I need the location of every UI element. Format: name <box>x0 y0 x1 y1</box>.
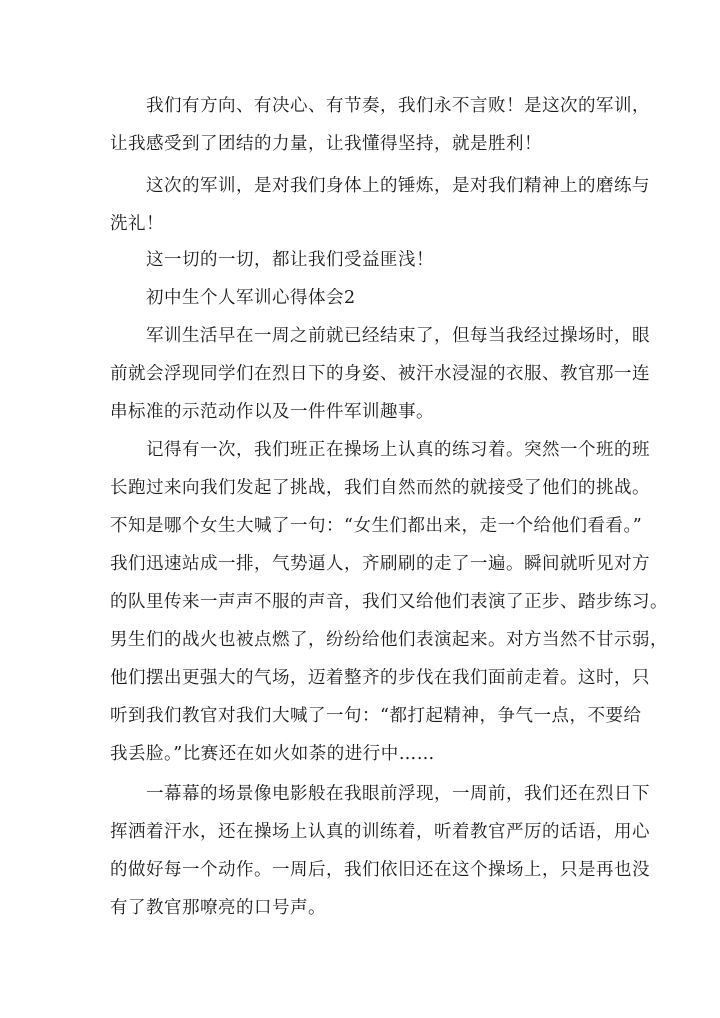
paragraph-5-line-2: 长跑过来向我们发起了挑战，我们自然而然的就接受了他们的挑战。 <box>110 478 650 498</box>
paragraph-4-line-3: 串标准的示范动作以及一件件军训趣事。 <box>110 402 434 422</box>
paragraph-1-line-1: 我们有方向、有决心、有节奏，我们永不言败！是这次的军训， <box>146 96 650 116</box>
paragraph-5-line-8: 听到我们教官对我们大喊了一句：“都打起精神，争气一点，不要给 <box>110 706 642 726</box>
paragraph-2-line-2: 洗礼！ <box>110 214 164 234</box>
paragraph-5-line-9: 我丢脸。”比赛还在如火如荼的进行中…… <box>110 744 435 764</box>
paragraph-5-line-4: 我们迅速站成一排，气势逼人，齐刷刷的走了一遍。瞬间就听见对方 <box>110 554 650 574</box>
paragraph-6-line-1: 一幕幕的场景像电影般在我眼前浮现，一周前，我们还在烈日下 <box>146 784 650 804</box>
paragraph-5-line-6: 男生们的战火也被点燃了，纷纷给他们表演起来。对方当然不甘示弱， <box>110 630 668 650</box>
paragraph-6-line-4: 有了教官那嘹亮的口号声。 <box>110 898 326 918</box>
paragraph-4-line-2: 前就会浮现同学们在烈日下的身姿、被汗水浸湿的衣服、教官那一连 <box>110 364 650 384</box>
paragraph-5-line-5: 的队里传来一声声不服的声音，我们又给他们表演了正步、踏步练习。 <box>110 592 668 612</box>
paragraph-6-line-3: 的做好每一个动作。一周后，我们依旧还在这个操场上，只是再也没 <box>110 860 650 880</box>
paragraph-5-line-1: 记得有一次，我们班正在操场上认真的练习着。突然一个班的班 <box>146 440 650 460</box>
paragraph-4-line-1: 军训生活早在一周之前就已经结束了，但每当我经过操场时，眼 <box>146 326 650 346</box>
paragraph-5-line-7: 他们摆出更强大的气场，迈着整齐的步伐在我们面前走着。这时，只 <box>110 668 650 688</box>
paragraph-6-line-2: 挥洒着汗水，还在操场上认真的训练着，听着教官严厉的话语，用心 <box>110 822 650 842</box>
paragraph-5-line-3: 不知是哪个女生大喊了一句：“女生们都出来，走一个给他们看看。” <box>110 516 643 536</box>
paragraph-2-line-1: 这次的军训，是对我们身体上的锤炼，是对我们精神上的磨练与 <box>146 176 650 196</box>
section-heading: 初中生个人军训心得体会2 <box>146 288 356 308</box>
paragraph-1-line-2: 让我感受到了团结的力量，让我懂得坚持，就是胜利！ <box>110 134 542 154</box>
paragraph-3-line-1: 这一切的一切，都让我们受益匪浅！ <box>146 250 434 270</box>
